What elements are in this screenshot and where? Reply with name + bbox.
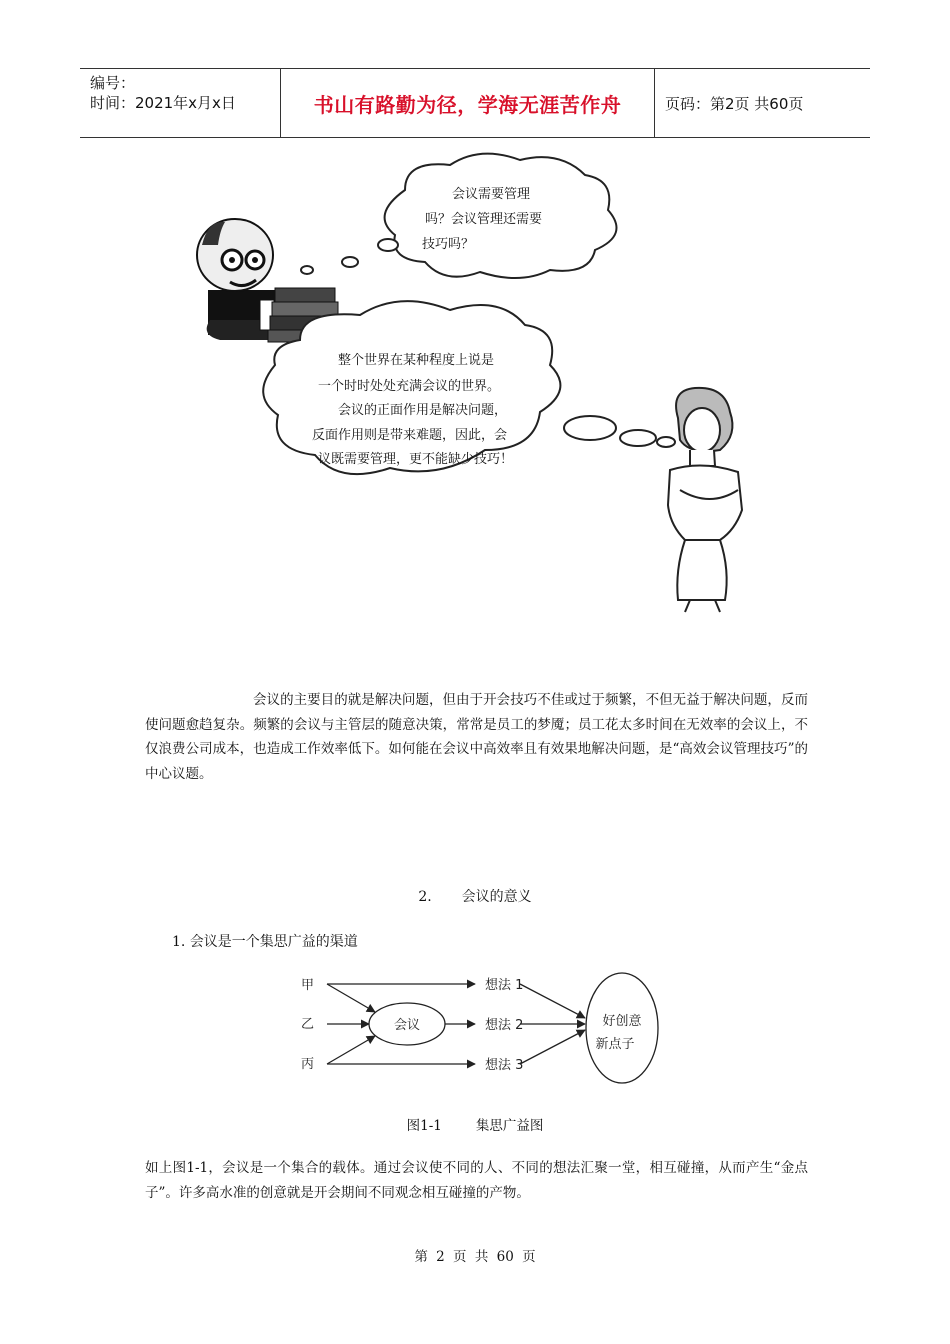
figure-caption	[0, 1114, 950, 1134]
woman-bubble-line: 会议的正面作用是解决问题，	[338, 403, 508, 418]
figure-title: 集思广益图	[475, 1118, 544, 1134]
body-paragraph: 如上图1-1，会议是一个集合的载体。通过会议使不同的人、不同的想法汇聚一堂，相互碰撞，从而产生“金点子”。许多高水准的创意就是开会期间不同观念相互碰撞的产物。	[145, 1160, 808, 1201]
document-header	[80, 68, 870, 138]
result-label: 新点子	[595, 1037, 635, 1052]
section-number: 2.	[418, 889, 432, 905]
result-label: 好创意	[602, 1014, 642, 1029]
person-label: 丙	[301, 1057, 315, 1072]
header-meta	[90, 73, 236, 113]
person-label: 乙	[301, 1017, 315, 1032]
body-paragraph: 会议的主要目的就是解决问题，但由于开会技巧不佳或过于频繁，不但无益于解决问题，反而使问题愈趋复杂。频繁的会议与主管层的随意决策，常常是员工的梦魇；员工花太多时间在无效率的会议上，不仅浪费公司成本，也造成工作效率低下。如何能在会议中高效率且有效果地解决问题，是“高效会议管理技巧”的中心议题。	[145, 692, 808, 782]
page-footer: 第 2 页 共 60 页	[414, 1249, 536, 1265]
woman-bubble-line: 议既需要管理，更不能缺少技巧！	[318, 452, 514, 467]
section-title: 会议的意义	[461, 889, 532, 905]
woman-bubble-line: 反面作用则是带来难题，因此，会	[312, 428, 508, 443]
idea-label: 想法 1	[485, 978, 524, 993]
person-label: 甲	[301, 978, 315, 993]
diagram-arrows	[327, 984, 585, 1064]
idea-label: 想法 3	[485, 1058, 524, 1073]
meeting-cartoon-illustration	[190, 150, 760, 620]
section-heading	[0, 886, 950, 906]
subheading: 1. 会议是一个集思广益的渠道	[172, 934, 358, 950]
header-divider	[654, 69, 655, 137]
woman-drawing	[668, 388, 742, 612]
time-label: 时间：2021年x月x日	[90, 94, 236, 112]
header-motto: 书山有路勤为径，学海无涯苦作舟	[313, 92, 622, 117]
man-bubble-line: 技巧吗？	[422, 237, 475, 252]
woman-bubble-line: 一个时时处处充满会议的世界。	[318, 379, 501, 394]
man-bubble-line: 吗？会议管理还需要	[425, 212, 543, 227]
figure-number: 图1-1	[406, 1118, 442, 1134]
idea-label: 想法 2	[485, 1018, 524, 1033]
header-page-info: 页码：第2页 共60页	[665, 94, 804, 113]
woman-bubble-line: 整个世界在某种程度上说是	[338, 353, 495, 368]
man-bubble-line: 会议需要管理	[452, 187, 531, 202]
number-label: 编号：	[90, 74, 136, 92]
brainstorm-diagram	[295, 968, 665, 1088]
meeting-label: 会议	[393, 1018, 421, 1033]
